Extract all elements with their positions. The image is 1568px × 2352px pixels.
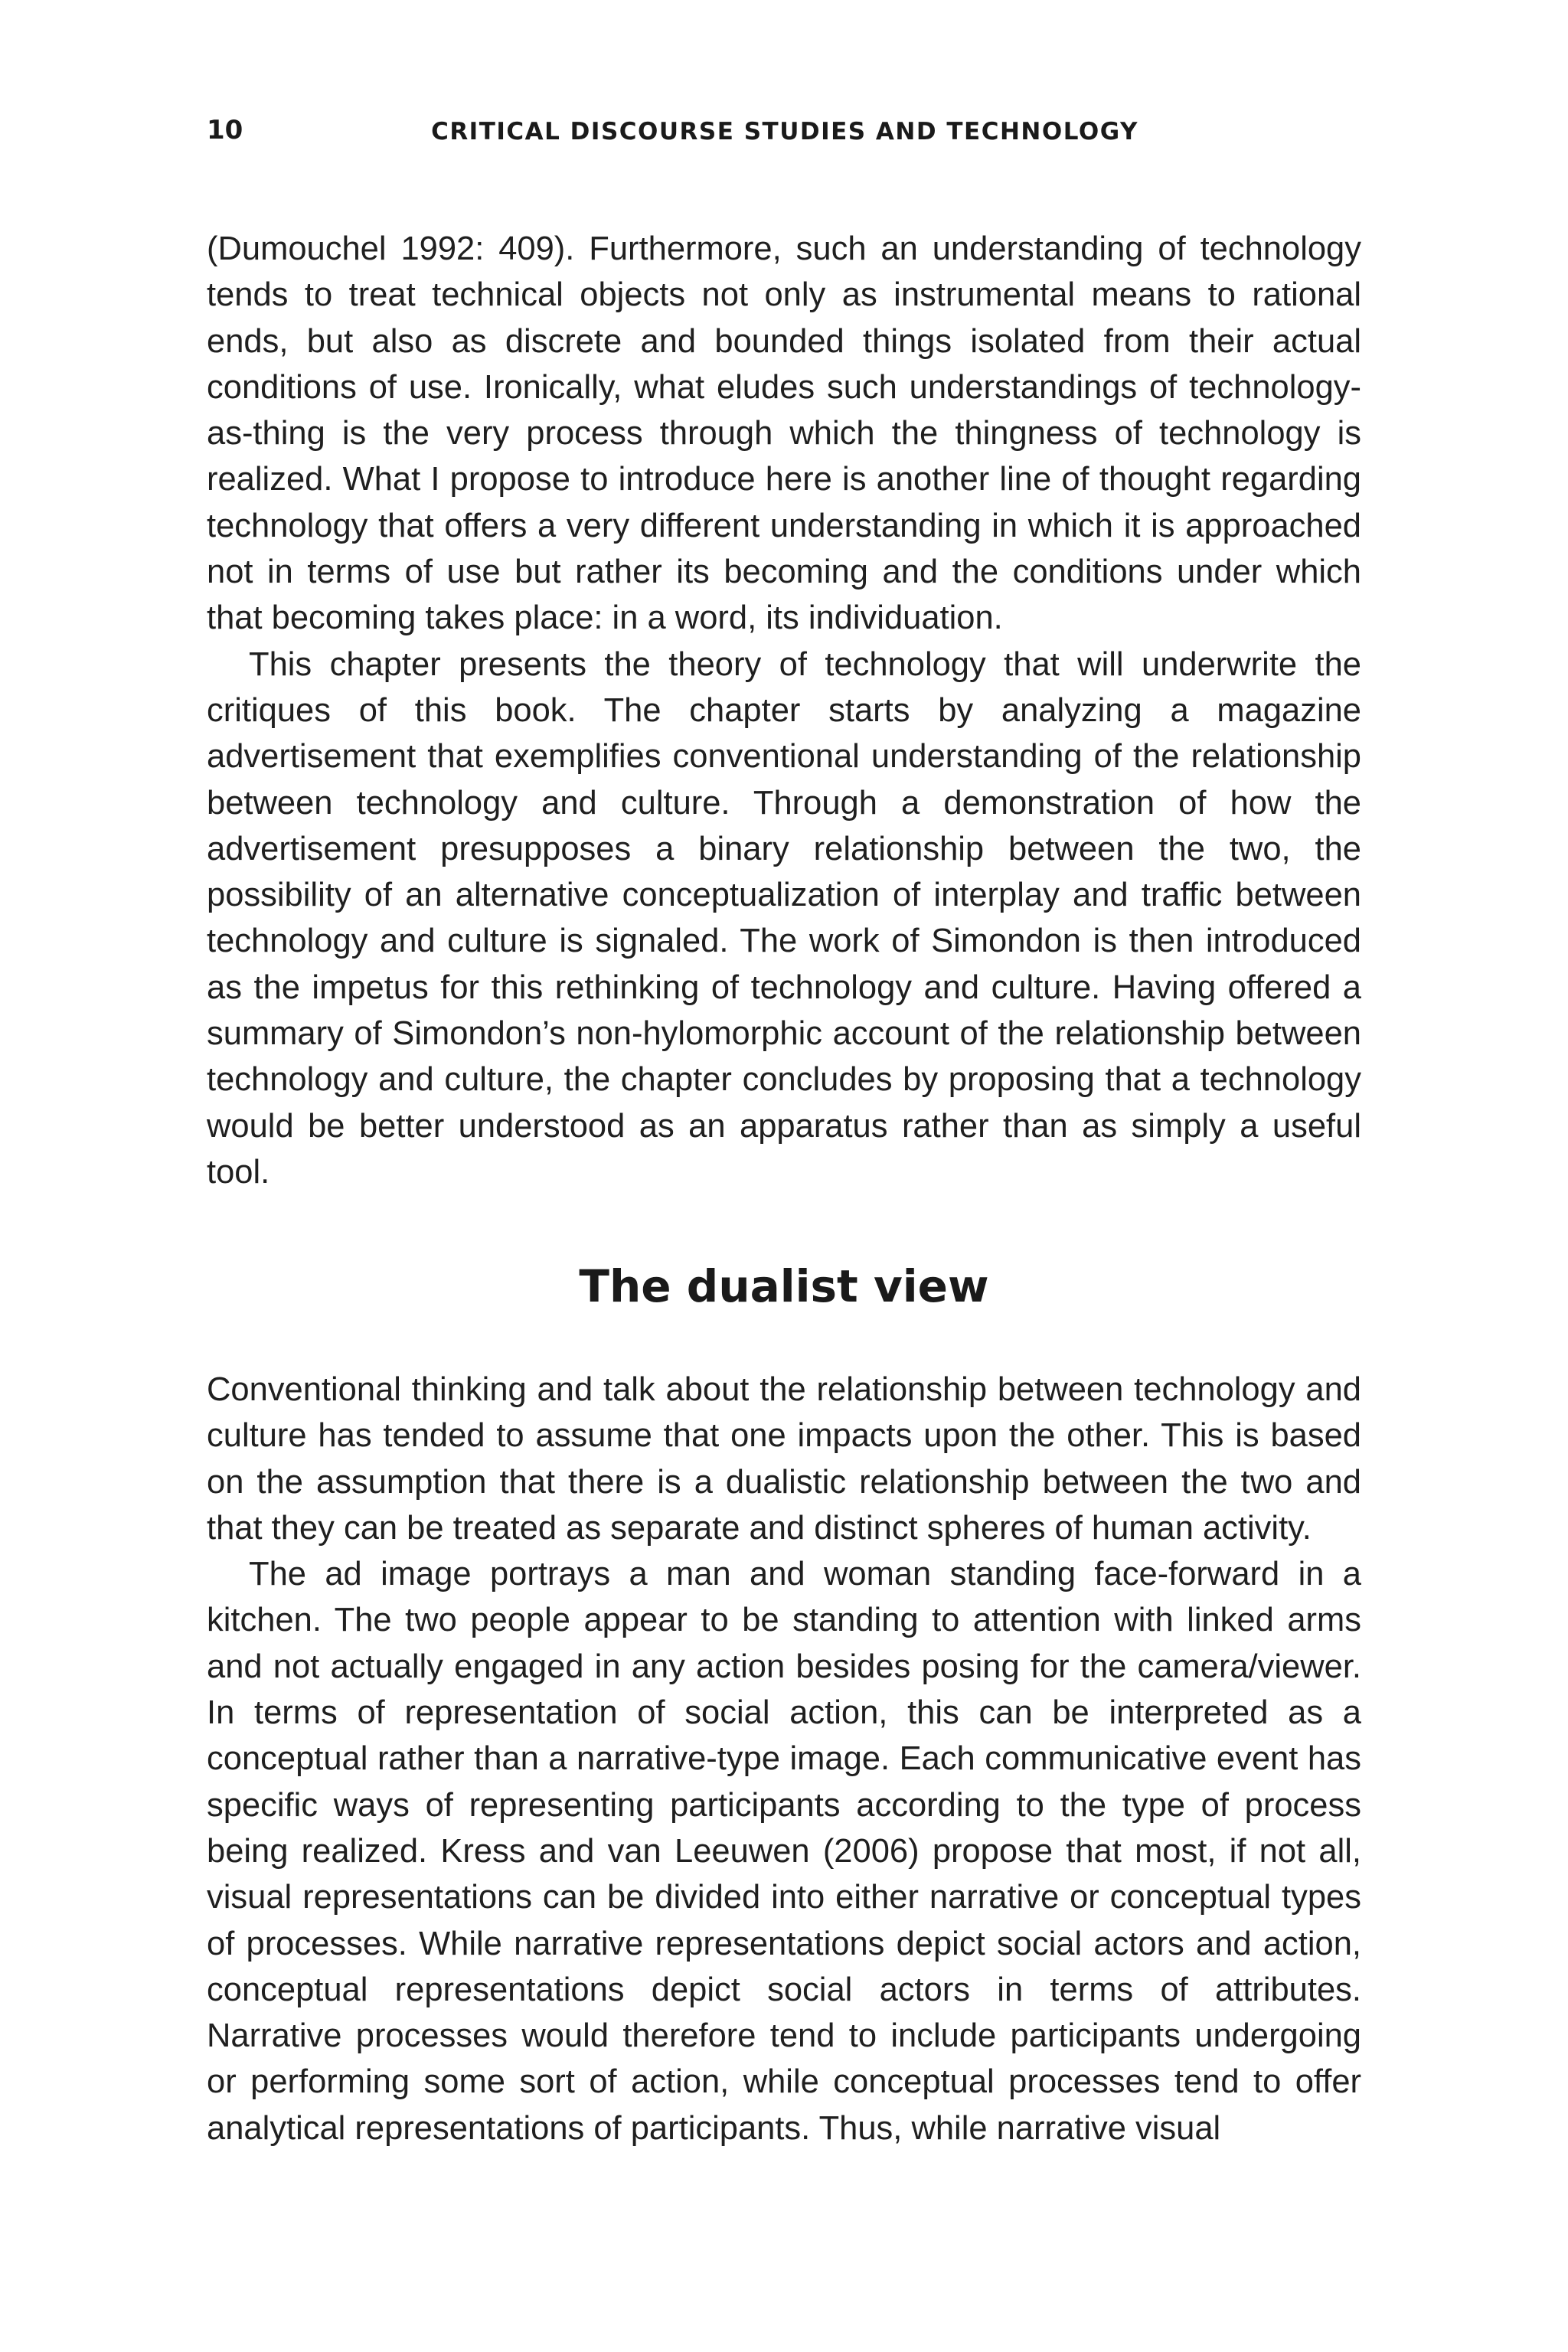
running-title: CRITICAL DISCOURSE STUDIES AND TECHNOLOGY bbox=[431, 118, 1138, 145]
section-text bbox=[207, 1367, 1361, 2151]
section-paragraph-1: Conventional thinking and talk about the relationship between technology and culture has tended to assume that one impacts upon the other. This is based on the assumption that there is a dualistic relationship between the two and that they can be treated as separate and distinct spheres of human activity. bbox=[207, 1371, 1361, 1547]
running-head bbox=[207, 115, 1363, 153]
page-number: 10 bbox=[207, 115, 243, 145]
section-paragraph-2: The ad image portrays a man and woman standing face-forward in a kitchen. The two people appear to be standing to attention with linked arms and not actually engaged in any action besides posing for the camera/viewer. In terms of representation of social action, this can be interpreted as a conceptual rather than a narrative-type image. Each communicative event has specific ways of representing participants according to the type of process being realized. Kress and van Leeuwen (2006) propose that most, if not all, visual representations can be divided into either narrative or conceptual types of processes. While narrative representations depict social actors and action, conceptual representations depict social actors in terms of attributes. Narrative processes would therefore tend to include participants undergoing or performing some sort of action, while conceptual processes tend to offer analytical representations of participants. Thus, while narrative visual bbox=[207, 1556, 1361, 2147]
section-heading: The dualist view bbox=[579, 1260, 989, 1312]
intro-paragraph-2: This chapter presents the theory of technology that will underwrite the critiques of this book. The chapter starts by analyzing a magazine advertisement that exemplifies conventional understanding of the relationship between technology and culture. Through a demonstration of how the advertisement presupposes a binary relationship between the two, the possibility of an alternative conceptualization of interplay and traffic between technology and culture is signaled. The work of Simondon is then introduced as the impetus for this rethinking of technology and culture. Having offered a summary of Simondon’s non-hylomorphic account of the relationship between technology and culture, the chapter concludes by proposing that a technology would be better understood as an apparatus rather than as simply a useful tool. bbox=[207, 645, 1361, 1191]
intro-text bbox=[207, 226, 1361, 1195]
intro-paragraph-1: (Dumouchel 1992: 409). Furthermore, such an understanding of technology tends to treat technical objects not only as instrumental means to rational ends, but also as discrete and bounded things isolated from their actual conditions of use. Ironically, what eludes such understandings of technology-as-thing is the very process through which the thingness of technology is realized. What I propose to introduce here is another line of thought regarding technology that offers a very different understanding in which it is approached not in terms of use but rather its becoming and the conditions under which that becoming takes place: in a word, its individuation. bbox=[207, 230, 1361, 637]
